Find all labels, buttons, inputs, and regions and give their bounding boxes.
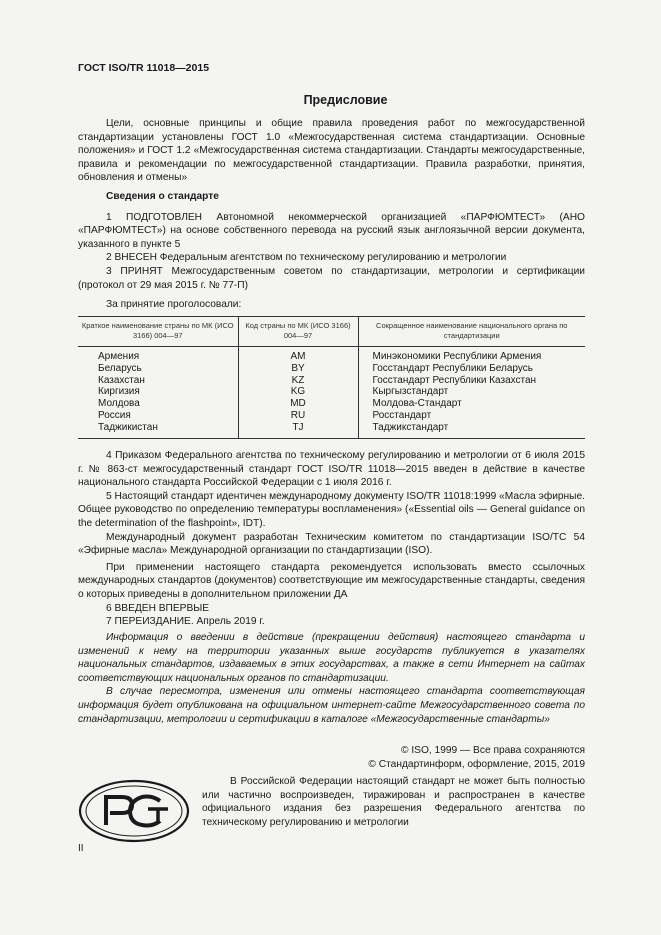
country-cell: Россия — [98, 409, 131, 421]
voting-states-table — [78, 316, 585, 439]
org-cell: Кыргызстандарт — [358, 386, 585, 398]
code-cell: KZ — [238, 375, 358, 387]
country-cell: Казахстан — [98, 374, 145, 386]
enactment-section — [78, 449, 585, 629]
intro-paragraph: Цели, основные принципы и общие правила проведения работ по межгосударственной стандартизации установлены ГОСТ 1.0 «Межгосударственная система стандартизации. Основные положения» и ГОСТ 1.2 «Межгосударственная система стандартизации. Стандарты межгосударственные, правила и рекомендации по межгосударственной стандартизации. Правила разработки, принятия, обновления и отмены» — [78, 118, 585, 184]
code-cell: BY — [238, 363, 358, 375]
document-header: ГОСТ ISO/TR 11018—2015 — [78, 62, 210, 74]
item-5-developer: Международный документ разработан Техническим комитетом по стандартизации ISO/TC 54 «Эфирные масла» Международной организации по стандартизации (ISO). — [78, 531, 585, 557]
code-cell: TJ — [238, 422, 358, 438]
table-row — [78, 363, 585, 375]
org-cell: Молдова-Стандарт — [358, 398, 585, 410]
table-row — [78, 410, 585, 422]
code-cell: KG — [238, 386, 358, 398]
page-number: II — [78, 843, 84, 854]
column-header-code: Код страны по МК (ИСО 3166) 004—97 — [238, 317, 358, 347]
item-5: 5 Настоящий стандарт идентичен международному документу ISO/TR 11018:1999 «Масла эфирные. Общее руководство по определению температуры воспламенения» («Essential oils — General guidance on the determination of the flashpoint», IDT). — [78, 490, 585, 529]
column-header-country: Краткое наименование страны по МК (ИСО 3166) 004—97 — [78, 317, 238, 347]
org-cell: Росстандарт — [358, 410, 585, 422]
notices-section — [78, 631, 585, 726]
table-row — [78, 422, 585, 438]
standard-info-section — [78, 190, 585, 312]
table-row — [78, 386, 585, 398]
item-1: 1 ПОДГОТОВЛЕН Автономной некоммерческой организацией «ПАРФЮМТЕСТ» (АНО «ПАРФЮМТЕСТ») на основе собственного перевода на русский язык англоязычной версии документа, указанного в пункте 5 — [78, 211, 585, 250]
copyright-standartinform: © Стандартинформ, оформление, 2015, 2019 — [368, 759, 585, 770]
reproduction-rights-text: В Российской Федерации настоящий стандарт не может быть полностью или частично воспроизведен, тиражирован и распространен в качестве официального издания без разрешения Федерального агентства по техническому регулированию и метрологии — [202, 776, 585, 828]
notice-introduction: Информация о введении в действие (прекращении действия) настоящего стандарта и изменений к нему на территории указанных выше государств публикуется в указателях национальных стандартов, издаваемых в этих государствах, а также в сети Интернет на сайтах соответствующих национальных органов по стандартизации. — [78, 632, 585, 684]
table-row — [78, 375, 585, 387]
table-row — [78, 347, 585, 363]
item-6: 6 ВВЕДЕН ВПЕРВЫЕ — [106, 602, 210, 614]
intro-section — [78, 117, 585, 185]
copyright-block — [285, 744, 585, 772]
code-cell: AM — [238, 347, 358, 363]
org-cell: Госстандарт Республики Беларусь — [358, 363, 585, 375]
reproduction-rights-notice — [202, 775, 585, 829]
item-2: 2 ВНЕСЕН Федеральным агентством по техническому регулированию и метрологии — [106, 252, 507, 264]
rst-certification-mark-icon — [78, 779, 190, 843]
copyright-iso: © ISO, 1999 — Все права сохраняются — [401, 745, 585, 756]
country-cell: Таджикистан — [78, 422, 238, 438]
page-title: Предисловие — [303, 93, 388, 107]
org-cell: Таджикстандарт — [358, 422, 585, 438]
voted-label: За принятие проголосовали: — [106, 299, 242, 311]
code-cell: MD — [238, 398, 358, 410]
org-cell: Минэкономики Республики Армения — [358, 347, 585, 363]
column-header-org: Сокращенное наименование национального органа по стандартизации — [358, 317, 585, 347]
item-3: 3 ПРИНЯТ Межгосударственным советом по стандартизации, метрологии и сертификации (протокол от 29 мая 2015 г. № 77-П) — [78, 265, 585, 291]
item-5-references: При применении настоящего стандарта рекомендуется использовать вместо ссылочных международных стандартов (документов) соответствующие им межгосударственные стандарты, сведения о которых приведены в дополнительном приложении ДА — [78, 561, 585, 600]
country-cell: Беларусь — [98, 362, 142, 374]
country-cell: Молдова — [98, 398, 140, 410]
table-row — [78, 398, 585, 410]
org-cell: Госстандарт Республики Казахстан — [358, 375, 585, 387]
item-4: 4 Приказом Федерального агентства по техническому регулированию и метрологии от 6 июля 2015 г. № 863-ст межгосударственный стандарт ГОСТ ISO/TR 11018—2015 введен в действие в качестве национального стандарта Российской Федерации с 1 июля 2016 г. — [78, 450, 585, 489]
country-cell: Киргизия — [98, 386, 140, 398]
country-cell: Армения — [98, 351, 140, 362]
notice-revision: В случае пересмотра, изменения или отмены настоящего стандарта соответствующая информация будет опубликована на официальном интернет-сайте Межгосударственного совета по стандартизации, метрологии и сертификации в каталоге «Межгосударственные стандарты» — [78, 686, 585, 725]
standard-info-heading: Сведения о стандарте — [106, 191, 219, 202]
code-cell: RU — [238, 410, 358, 422]
item-7: 7 ПЕРЕИЗДАНИЕ. Апрель 2019 г. — [106, 616, 265, 628]
